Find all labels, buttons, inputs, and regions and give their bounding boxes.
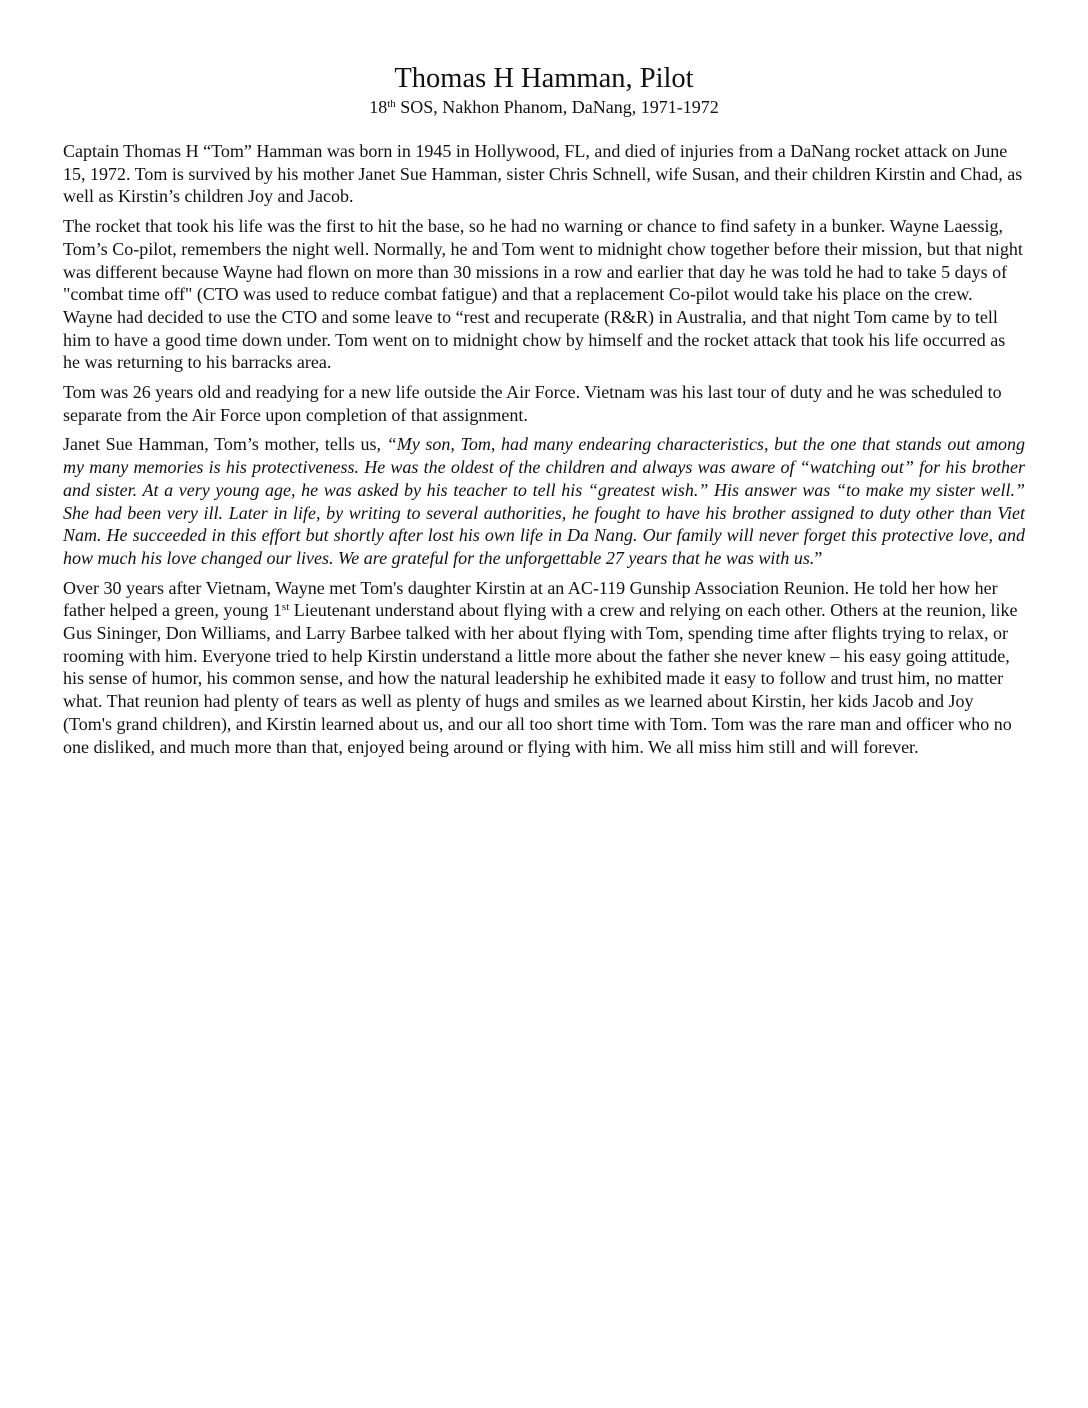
reunion-text-start: Over 30 years after Vietnam, Wayne met Tom's daughter Kirstin at an AC-119 Gunship Association Reunion. He told her how her father helped a green, young 1	[63, 577, 998, 621]
paragraph-last-tour: Tom was 26 years old and readying for a new life outside the Air Force. Vietnam was his last tour of duty and he was scheduled to separate from the Air Force upon completion of that assignment.	[63, 382, 1002, 425]
paragraph-biography: Captain Thomas H “Tom” Hamman was born in 1945 in Hollywood, FL, and died of injuries from a DaNang rocket attack on June 15, 1972. Tom is survived by his mother Janet Sue Hamman, sister Chris Schnell, wife Susan, and their children Kirstin and Chad, as well as Kirstin’s children Joy and Jacob.	[63, 141, 1023, 207]
document-page	[63, 62, 1025, 765]
reunion-text-end: Lieutenant understand about flying with a crew and relying on each other. Others at the reunion, like Gus Sininger, Don Williams, and Larry Barbee talked with her about flying with Tom, spending time after flights trying to relax, or rooming with him. Everyone tried to help Kirstin understand a little more about the father she never knew – his easy going attitude, his sense of humor, his common sense, and how the natural leadership he exhibited made it easy to follow and trust him, no matter what. That reunion had plenty of tears as well as plenty of hugs and smiles as we learned about Kirstin, her kids Jacob and Joy (Tom's grand children), and Kirstin learned about us, and our all too short time with Tom. Tom was the rare man and officer who no one disliked, and much more than that, enjoyed being around or flying with him. We all miss him still and will forever.	[63, 600, 1018, 757]
paragraph-reunion	[63, 577, 1025, 759]
subtitle-ordinal-suffix: th	[387, 98, 396, 110]
page-title: Thomas H Hamman, Pilot	[394, 63, 694, 94]
paragraph-mother-quote	[63, 433, 1025, 569]
quote-text: “My son, Tom, had many endearing characteristics, but the one that stands out among my many memories is his protectiveness. He was the oldest of the children and always was aware of “watching out” for his brother and sister. At a very young age, he was asked by his teacher to tell his “greatest wish.” His answer was “to make my sister well.” She had been very ill. Later in life, by writing to several authorities, he fought to have his brother assigned to duty other than Viet Nam. He succeeded in this effort but shortly after lost his own life in Da Nang. Our family will never forget this protective love, and how much his love changed our lives. We are grateful for the unforgettable 27 years that he was with us.	[63, 434, 1025, 568]
paragraph-rocket-attack: The rocket that took his life was the first to hit the base, so he had no warning or chance to find safety in a bunker. Wayne Laessig, Tom’s Co-pilot, remembers the night well. Normally, he and Tom went to midnight chow together before their mission, but that night was different because Wayne had flown on more than 30 missions in a row and earlier that day he was told he had to take 5 days of "combat time off" (CTO was used to reduce combat fatigue) and that a replacement Co-pilot would take his place on the crew. Wayne had decided to use the CTO and some leave to “rest and recuperate (R&R) in Australia, and that night Tom came by to tell him to have a good time down under. Tom went on to midnight chow by himself and the rocket attack that took his life occurred as he was returning to his barracks area.	[63, 216, 1023, 373]
quote-intro: Janet Sue Hamman, Tom’s mother, tells us,	[63, 434, 387, 455]
page-subtitle	[63, 96, 1025, 118]
subtitle-squadron-number: 18	[369, 97, 388, 117]
quote-close-mark: ”	[814, 547, 823, 568]
subtitle-text: SOS, Nakhon Phanom, DaNang, 1971-1972	[395, 97, 719, 117]
ordinal-suffix: st	[281, 601, 290, 614]
